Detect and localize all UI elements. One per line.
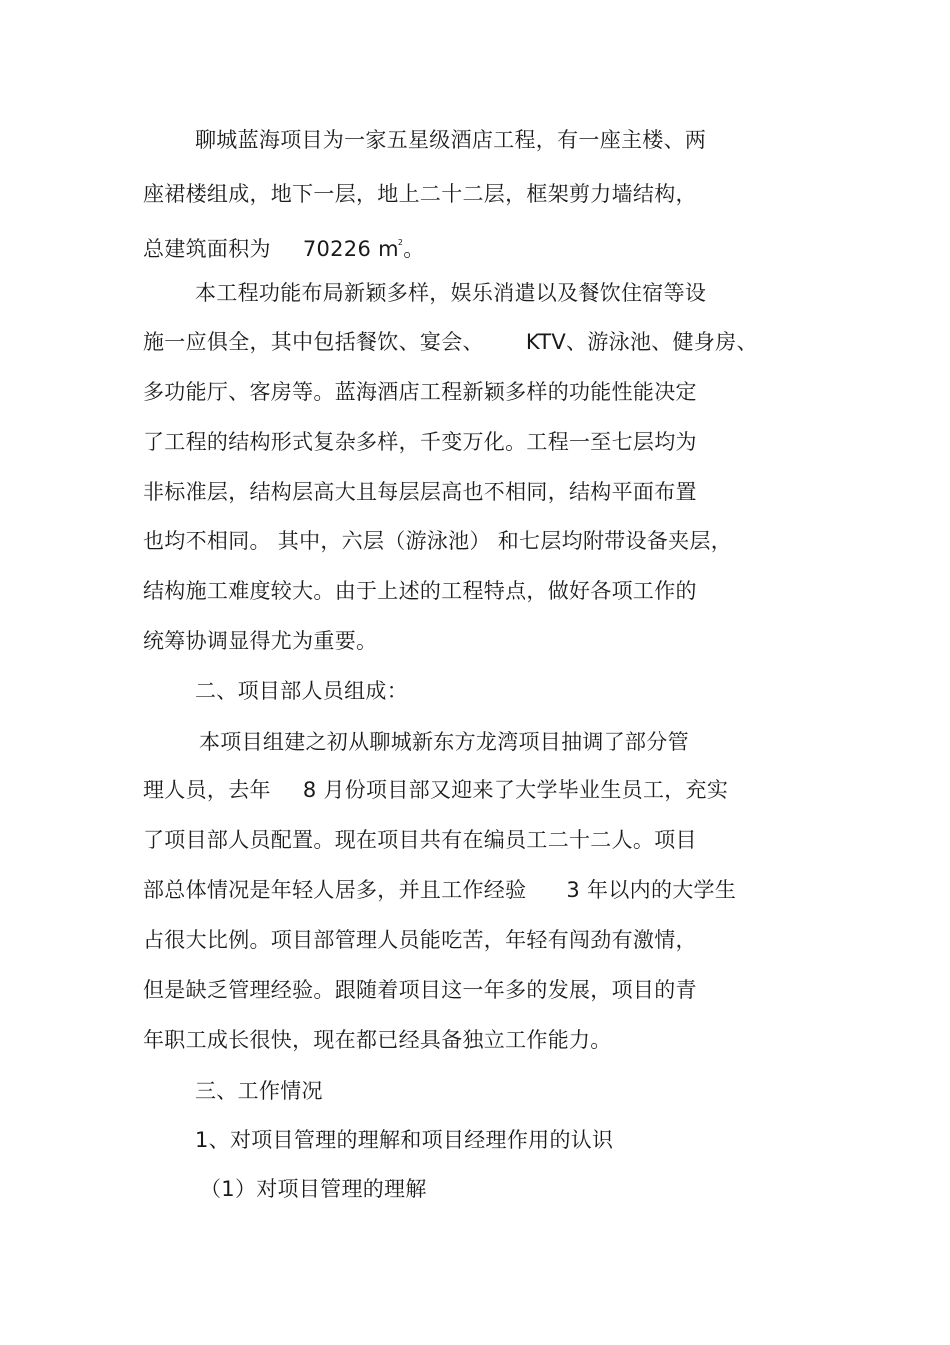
paragraph-3-line-2-b: 8 月份项目部又迎来了大学毕业生员工，充实 [302,778,729,802]
paragraph-2-line-8: 统筹协调显得尤为重要。 [143,629,378,653]
paragraph-2-line-4: 了工程的结构形式复杂多样，千变万化。工程一至七层均为 [143,430,697,454]
paragraph-3-line-4-a: 部总体情况是年轻人居多，并且工作经验 [143,878,527,902]
paragraph-3-line-7: 年职工成长很快，现在都已经具备独立工作能力。 [143,1028,612,1052]
area-unit: m [378,237,399,261]
paragraph-3-line-4 [143,876,736,904]
paragraph-3-line-2 [143,776,728,804]
paragraph-1-line-2: 座裙楼组成，地下一层，地上二十二层，框架剪力墙结构， [143,182,697,206]
paragraph-3-line-6: 但是缺乏管理经验。跟随着项目这一年多的发展，项目的青 [143,978,697,1002]
area-label: 总建筑面积为 [143,237,271,261]
paragraph-3-line-3: 了项目部人员配置。现在项目共有在编员工二十二人。项目 [143,828,697,852]
paragraph-3-line-4-b: 3 年以内的大学生 [566,878,737,902]
section-heading-3: 三、工作情况 [195,1079,323,1103]
paragraph-1-line-1: 聊城蓝海项目为一家五星级酒店工程，有一座主楼、两 [195,128,707,152]
paragraph-2-line-3: 多功能厅、客房等。蓝海酒店工程新颖多样的功能性能决定 [143,380,697,404]
paragraph-2-line-2-b: KTV、游泳池、健身房、 [525,330,758,354]
paragraph-2-line-7: 结构施工难度较大。由于上述的工程特点，做好各项工作的 [143,579,697,603]
paragraph-1-line-3 [143,229,425,261]
paragraph-2-line-5: 非标准层，结构层高大且每层层高也不相同，结构平面布置 [143,480,697,504]
paragraph-3-line-1: 本项目组建之初从聊城新东方龙湾项目抽调了部分管 [199,730,689,754]
paragraph-2-line-2-a: 施一应俱全，其中包括餐饮、宴会、 [143,330,484,354]
area-value: 70226 [302,237,372,261]
paragraph-3-line-5: 占很大比例。项目部管理人员能吃苦，年轻有闯劲有激情， [143,928,697,952]
subsection-heading-3-1: 1、对项目管理的理解和项目经理作用的认识 [195,1128,614,1152]
subsection-heading-3-1-1: （1）对项目管理的理解 [200,1177,427,1201]
paragraph-2-line-6: 也均不相同。 其中，六层（游泳池） 和七层均附带设备夹层， [143,529,733,553]
section-heading-2: 二、项目部人员组成： [195,679,408,703]
area-unit-superscript: 2 [397,238,404,247]
paragraph-3-line-2-a: 理人员，去年 [143,778,271,802]
area-period: 。 [403,237,425,261]
paragraph-2-line-1: 本工程功能布局新颖多样，娱乐消遣以及餐饮住宿等设 [195,281,707,305]
paragraph-2-line-2 [143,328,758,356]
